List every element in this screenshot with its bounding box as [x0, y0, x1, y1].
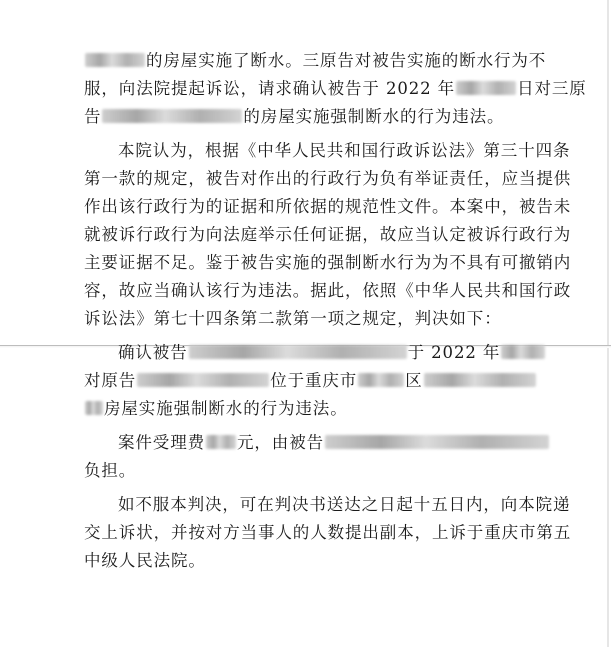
- redacted-text: [424, 373, 536, 387]
- text-segment: 主要证据不足。鉴于被告实施的强制断水行为为不具有可撤销内: [84, 253, 572, 272]
- page-edge-shadow: [607, 0, 609, 647]
- text-line: [84, 281, 571, 301]
- text-segment: 确认被告: [118, 343, 188, 362]
- text-segment: 位于重庆市: [270, 371, 358, 390]
- text-segment: 的房屋实施强制断水的行为违法。: [243, 107, 505, 126]
- redacted-text: [137, 373, 269, 387]
- redacted-text: [206, 435, 236, 449]
- text-line: [84, 197, 571, 217]
- redacted-text: [85, 53, 145, 67]
- text-segment: 对原告: [84, 371, 137, 390]
- text-line: [118, 433, 550, 453]
- text-segment: 于 2022 年: [407, 343, 501, 362]
- text-line: [84, 309, 502, 329]
- text-line: [84, 225, 571, 245]
- text-line: [84, 371, 537, 391]
- text-line: [84, 551, 206, 571]
- text-segment: 告: [84, 107, 102, 126]
- text-segment: 诉讼法》第七十四条第二款第一项之规定，判决如下：: [84, 309, 502, 328]
- text-segment: 案件受理费: [118, 433, 205, 452]
- redacted-text: [102, 109, 242, 123]
- text-line: [118, 343, 546, 363]
- text-segment: 服，向法院提起诉讼，请求确认被告于 2022 年: [84, 79, 456, 98]
- text-segment: 就被诉行政行为向法庭举示任何证据，故应当认定被诉行政行为: [84, 225, 572, 244]
- text-line: [84, 523, 571, 543]
- text-line: [84, 169, 571, 189]
- text-segment: 区: [405, 371, 423, 390]
- text-line: [84, 461, 136, 481]
- text-segment: 第一款的规定，被告对作出的行政行为负有举证责任，应当提供: [84, 169, 572, 188]
- text-line: [84, 399, 348, 419]
- text-segment: 负担。: [84, 461, 137, 480]
- text-line: [118, 495, 570, 515]
- text-line: [84, 253, 571, 273]
- text-segment: 交上诉状，并按对方当事人的人数提出副本，上诉于重庆市第五: [84, 523, 572, 542]
- text-segment: 如不服本判决，可在判决书送达之日起十五日内，向本院递: [118, 495, 571, 514]
- text-line: [118, 141, 570, 161]
- text-segment: 作出该行政行为的证据和所依据的规范性文件。本案中，被告未: [84, 197, 572, 216]
- redacted-text: [325, 435, 549, 449]
- redacted-text: [189, 345, 407, 359]
- text-segment: 容，故应当确认该行为违法。据此，依照《中华人民共和国行政: [84, 281, 572, 300]
- text-segment: 房屋实施强制断水的行为违法。: [104, 399, 348, 418]
- text-segment: 日对三原: [517, 79, 587, 98]
- redacted-text: [358, 373, 404, 387]
- text-segment: 元，由被告: [237, 433, 324, 452]
- redacted-text: [456, 81, 516, 95]
- text-line: [84, 107, 504, 127]
- text-line: [84, 79, 587, 99]
- text-segment: 中级人民法院。: [84, 551, 206, 570]
- text-segment: 的房屋实施了断水。三原告对被告实施的断水行为不: [146, 51, 547, 70]
- redacted-text: [501, 345, 545, 359]
- text-line: [84, 51, 546, 71]
- text-segment: 本院认为，根据《中华人民共和国行政诉讼法》第三十四条: [118, 141, 571, 160]
- redacted-text: [85, 401, 103, 415]
